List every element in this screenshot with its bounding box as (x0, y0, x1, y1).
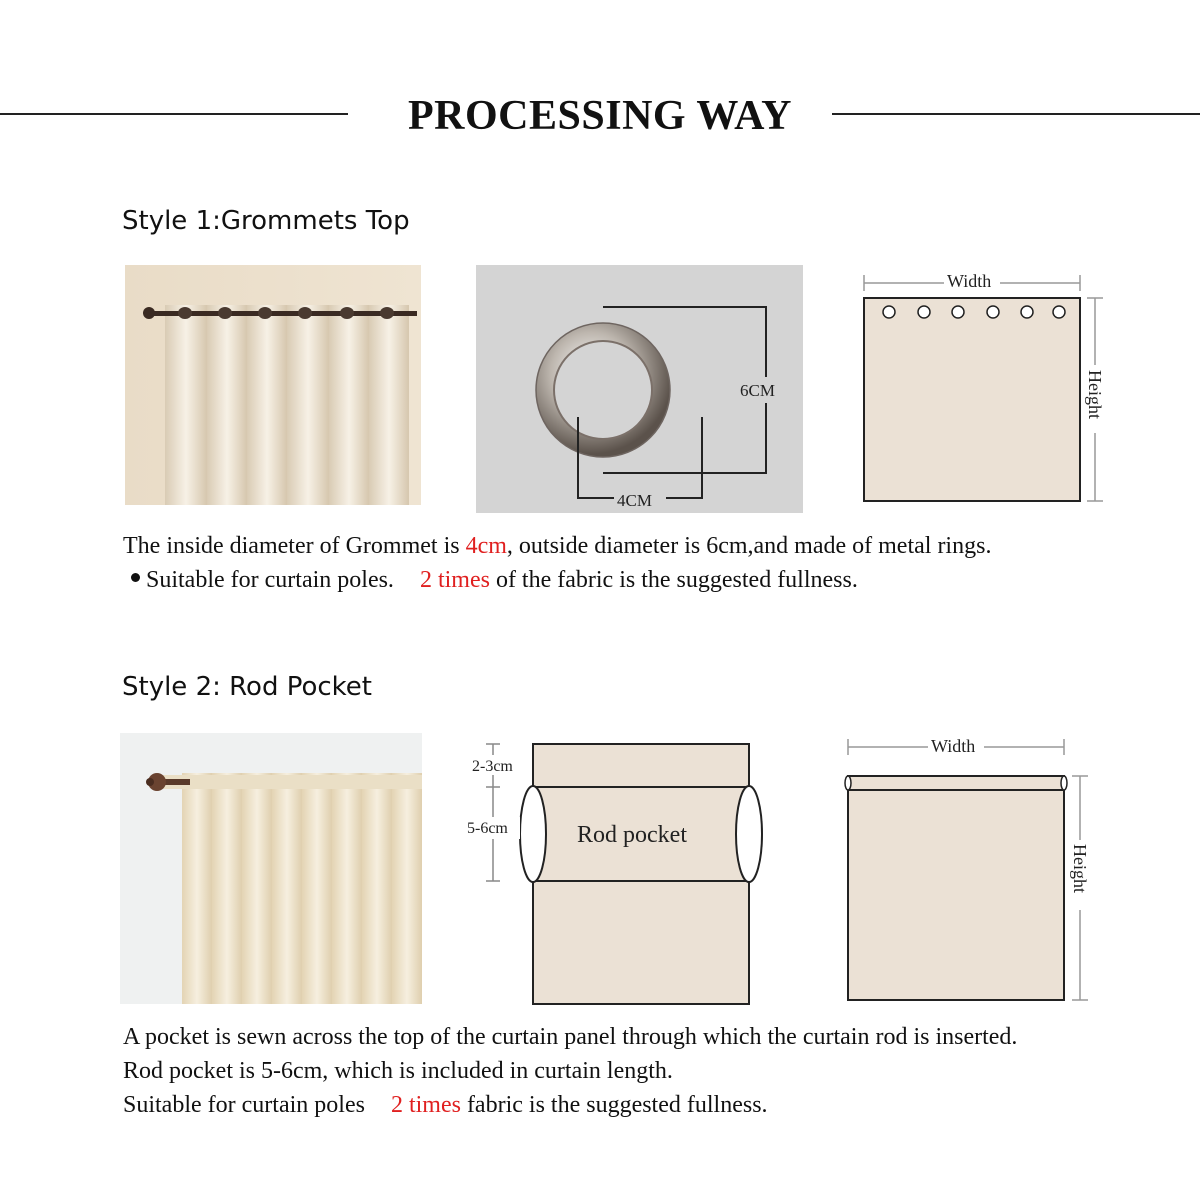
page-title: PROCESSING WAY (408, 93, 792, 139)
style1-line2-a: Suitable for curtain poles. (146, 567, 394, 593)
style2-line3-a: Suitable for curtain poles (123, 1092, 365, 1118)
style2-description-line2: Rod pocket is 5-6cm, which is included in curtain length. (123, 1058, 673, 1084)
style1-heading: Style 1:Grommets Top (122, 206, 410, 236)
grommet-ring-photo (476, 265, 803, 513)
style1-description-line1 (123, 533, 991, 560)
rod-pocket-panel-diagram (838, 730, 1100, 1005)
style1-line2-b: of the fabric is the suggested fullness. (489, 567, 858, 593)
style2-line3-b: fabric is the suggested fullness. (460, 1092, 768, 1118)
style1-line1-a: The inside diameter of Grommet is (123, 533, 466, 559)
style2-description-line1: A pocket is sewn across the top of the curtain panel through which the curtain rod is inserted. (123, 1024, 1018, 1050)
style1-line1-b: , outside diameter is 6cm,and made of metal rings. (506, 533, 992, 559)
grommet-panel-diagram (850, 265, 1110, 510)
top-hem-label: 2-3cm (472, 758, 513, 775)
style2-heading: Style 2: Rod Pocket (122, 672, 372, 702)
style1-line2-red: 2 times (419, 567, 490, 593)
ring-width-label: 4CM (617, 491, 652, 510)
ring-height-label: 6CM (740, 381, 775, 400)
rod-pocket-curtain-photo (120, 733, 422, 1004)
rod-pocket-diagram (460, 735, 780, 1005)
style1-line1-red: 4cm (465, 533, 507, 559)
grommet-curtain-photo (125, 265, 421, 505)
grommet-width-label: Width (947, 271, 992, 291)
bullet-icon (131, 573, 140, 582)
grommet-height-label: Height (1085, 370, 1105, 419)
pocket-size-label: 5-6cm (467, 820, 508, 837)
style1-description-line2 (131, 567, 858, 594)
style2-description-line3 (123, 1092, 768, 1119)
rod-height-label: Height (1070, 844, 1090, 893)
rod-width-label: Width (931, 736, 976, 756)
rod-pocket-label: Rod pocket (577, 822, 687, 848)
style2-line3-red: 2 times (390, 1092, 461, 1118)
